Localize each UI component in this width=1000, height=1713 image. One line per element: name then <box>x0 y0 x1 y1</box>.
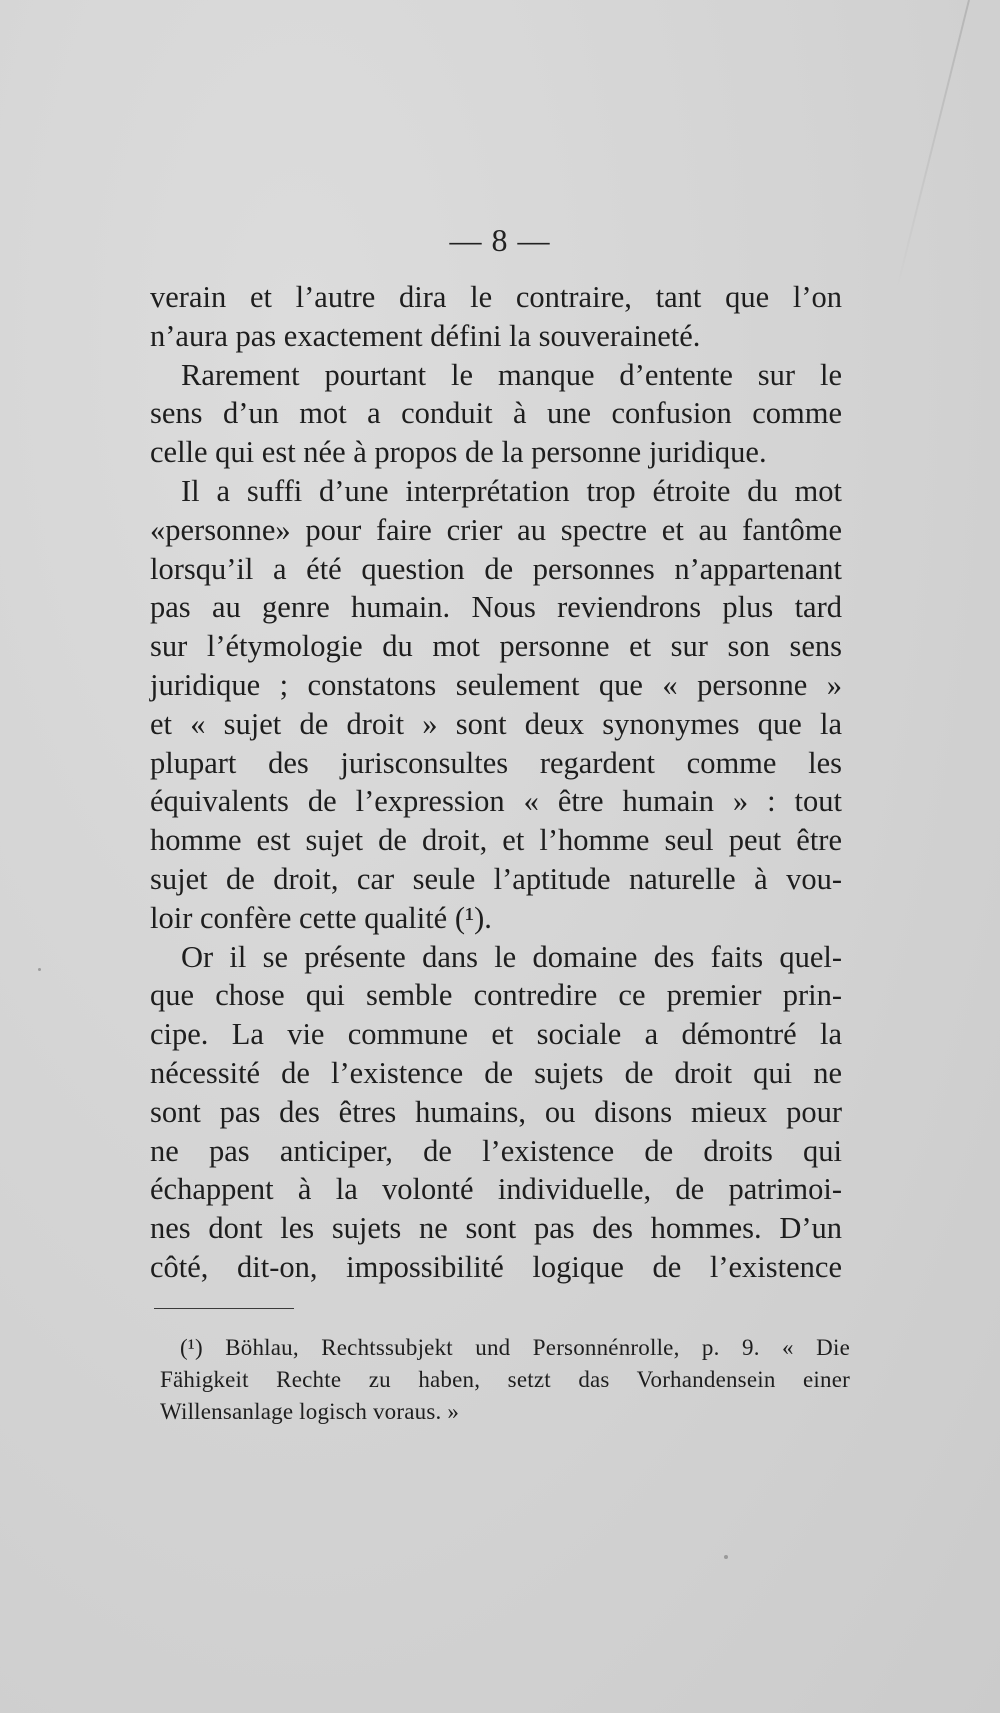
text-line: lorsqu’il a été question de personnes n’appartenant <box>150 551 842 586</box>
text-line: échappent à la volonté individuelle, de patrimoi- <box>150 1172 842 1207</box>
text-line: sur l’étymologie du mot personne et sur son sens <box>150 629 842 664</box>
text-line: plupart des jurisconsultes regardent comme les <box>150 745 842 780</box>
text-line: sujet de droit, car seule l’aptitude naturelle à vou- <box>150 861 842 896</box>
text-line: cipe. La vie commune et sociale a démontré la <box>150 1017 842 1052</box>
text-line: celle qui est née à propos de la personne juridique. <box>150 435 767 470</box>
text-line: Or il se présente dans le domaine des faits quel- <box>181 939 842 974</box>
text-line: sont pas des êtres humains, ou disons mieux pour <box>150 1094 842 1129</box>
paper-speck <box>38 968 41 971</box>
text-line: Il a suffi d’une interprétation trop étroite du mot <box>181 473 842 508</box>
footnote-line: Willensanlage logisch voraus. » <box>160 1399 460 1424</box>
text-line: nes dont les sujets ne sont pas des hommes. D’un <box>150 1211 842 1246</box>
text-line: homme est sujet de droit, et l’homme seul peut être <box>150 823 842 858</box>
text-line: ne pas anticiper, de l’existence de droits qui <box>150 1133 842 1168</box>
paper-speck <box>724 1555 728 1559</box>
text-line: verain et l’autre dira le contraire, tant que l’on <box>150 280 842 314</box>
footnote-rule <box>154 1308 294 1309</box>
text-line: et « sujet de droit » sont deux synonymes que la <box>150 706 842 741</box>
text-line: sens d’un mot a conduit à une confusion comme <box>150 396 842 431</box>
body-text <box>150 278 842 1287</box>
text-line: que chose qui semble contredire ce premier prin- <box>150 978 842 1013</box>
footnote-block <box>160 1332 850 1428</box>
text-line: «personne» pour faire crier au spectre et au fantôme <box>150 512 842 547</box>
text-line: juridique ; constatons seulement que « personne » <box>150 667 842 702</box>
text-line: Rarement pourtant le manque d’entente sur le <box>181 357 842 392</box>
text-line: équivalents de l’expression « être humain » : tout <box>150 784 842 819</box>
text-line: loir confère cette qualité (¹). <box>150 900 492 935</box>
footnote-line: Fähigkeit Rechte zu haben, setzt das Vorhandensein einer <box>160 1367 850 1392</box>
text-line: n’aura pas exactement défini la souveraineté. <box>150 318 701 353</box>
text-line: pas au genre humain. Nous reviendrons plus tard <box>150 590 842 625</box>
page-number: — 8 — <box>449 222 551 258</box>
text-line: nécessité de l’existence de sujets de droit qui ne <box>150 1055 842 1090</box>
footnote-line: (¹) Böhlau, Rechtssubjekt und Personnénrolle, p. 9. « Die <box>180 1335 850 1360</box>
text-line: côté, dit-on, impossibilité logique de l’existence <box>150 1249 842 1284</box>
